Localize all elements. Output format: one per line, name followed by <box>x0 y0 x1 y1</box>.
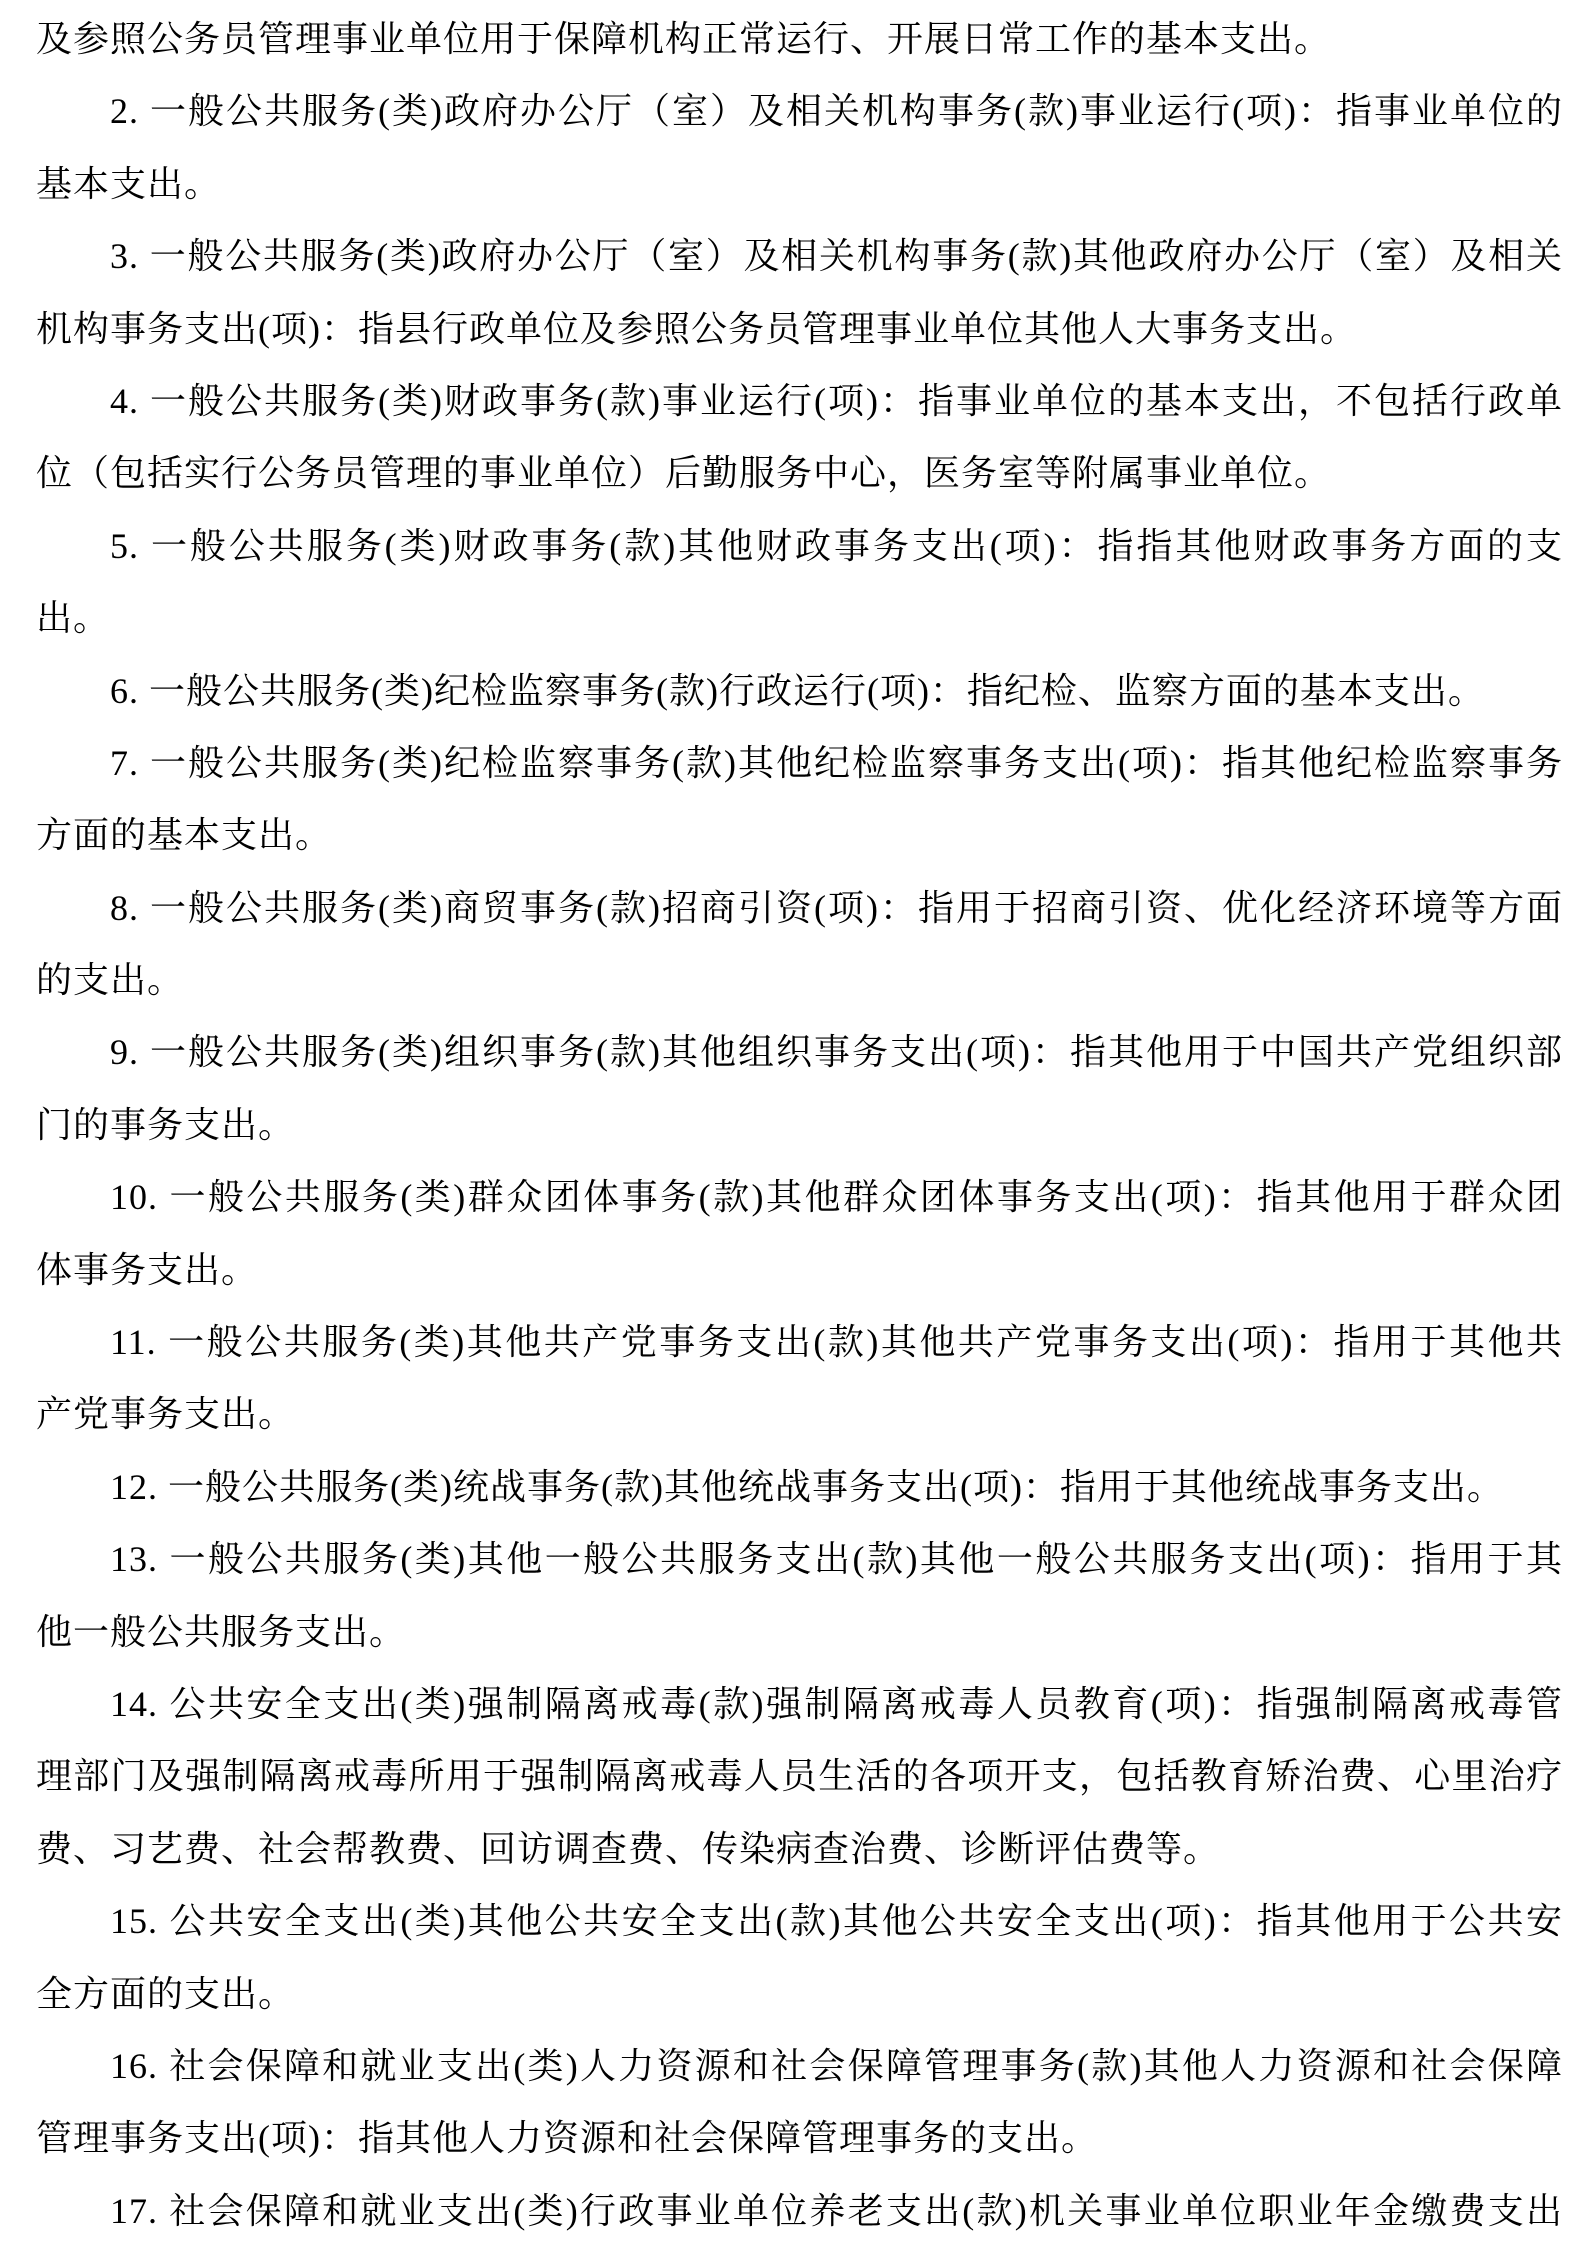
text-line: 及参照公务员管理事业单位用于保障机构正常运行、开展日常工作的基本支出。 <box>36 19 1332 59</box>
text-line: 7. 一般公共服务(类)纪检监察事务(款)其他纪检监察事务支出(项)：指其他纪检监察事务 <box>110 742 1563 783</box>
text-line: 机构事务支出(项)：指县行政单位及参照公务员管理事业单位其他人大事务支出。 <box>36 308 1357 349</box>
text-line: 费、习艺费、社会帮教费、回访调查费、传染病查治费、诊断评估费等。 <box>36 1828 1221 1869</box>
text-line: 16. 社会保障和就业支出(类)人力资源和社会保障管理事务(款)其他人力资源和社会保障 <box>110 2045 1563 2086</box>
text-line: 3. 一般公共服务(类)政府办公厅（室）及相关机构事务(款)其他政府办公厅（室）及相关 <box>110 236 1563 277</box>
text-line: 他一般公共服务支出。 <box>36 1611 407 1652</box>
text-line: 方面的基本支出。 <box>36 815 333 856</box>
text-line: 门的事务支出。 <box>36 1104 296 1145</box>
document-body <box>36 3 1563 2247</box>
text-line: 8. 一般公共服务(类)商贸事务(款)招商引资(项)：指用于招商引资、优化经济环境等方面 <box>110 887 1563 928</box>
text-line: 全方面的支出。 <box>36 1973 296 2014</box>
text-line: 17. 社会保障和就业支出(类)行政事业单位养老支出(款)机关事业单位职业年金缴费支出 <box>110 2190 1563 2231</box>
text-line: 15. 公共安全支出(类)其他公共安全支出(款)其他公共安全支出(项)：指其他用于公共安 <box>110 1901 1563 1942</box>
text-line: 4. 一般公共服务(类)财政事务(款)事业运行(项)：指事业单位的基本支出，不包括行政单 <box>110 380 1563 421</box>
text-line: 12. 一般公共服务(类)统战事务(款)其他统战事务支出(项)：指用于其他统战事务支出。 <box>110 1466 1504 1507</box>
text-line: 管理事务支出(项)：指其他人力资源和社会保障管理事务的支出。 <box>36 2118 1098 2159</box>
text-line: 14. 公共安全支出(类)强制隔离戒毒(款)强制隔离戒毒人员教育(项)：指强制隔离戒毒管 <box>110 1683 1563 1724</box>
text-line: 10. 一般公共服务(类)群众团体事务(款)其他群众团体事务支出(项)：指其他用于群众团 <box>110 1177 1563 1218</box>
text-line: 出。 <box>36 598 111 639</box>
text-line: 5. 一般公共服务(类)财政事务(款)其他财政事务支出(项)：指指其他财政事务方面的支 <box>110 525 1563 566</box>
text-line: 9. 一般公共服务(类)组织事务(款)其他组织事务支出(项)：指其他用于中国共产党组织部 <box>110 1032 1563 1073</box>
text-line: 13. 一般公共服务(类)其他一般公共服务支出(款)其他一般公共服务支出(项)：指用于其 <box>110 1539 1563 1580</box>
text-line: 理部门及强制隔离戒毒所用于强制隔离戒毒人员生活的各项开支，包括教育矫治费、心里治疗 <box>36 1756 1563 1797</box>
text-line: 的支出。 <box>36 960 185 1001</box>
text-line: 11. 一般公共服务(类)其他共产党事务支出(款)其他共产党事务支出(项)：指用于其他共 <box>110 1322 1563 1363</box>
text-line: 基本支出。 <box>36 163 222 204</box>
text-line: 2. 一般公共服务(类)政府办公厅（室）及相关机构事务(款)事业运行(项)：指事业单位的 <box>110 91 1563 132</box>
text-line: 6. 一般公共服务(类)纪检监察事务(款)行政运行(项)：指纪检、监察方面的基本支出。 <box>110 670 1485 711</box>
text-line: 体事务支出。 <box>36 1249 259 1290</box>
text-line: 产党事务支出。 <box>36 1394 296 1435</box>
text-line: 位（包括实行公务员管理的事业单位）后勤服务中心，医务室等附属事业单位。 <box>36 453 1332 494</box>
